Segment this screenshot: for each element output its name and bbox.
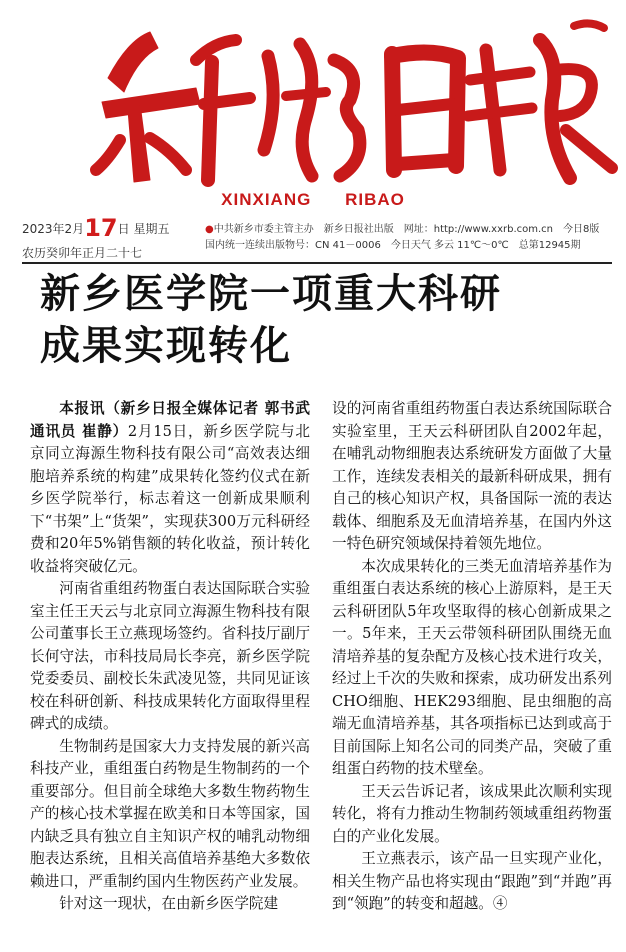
article-byline: 本报讯（新乡日报全媒体记者 郭书武 通讯员 崔静） — [30, 400, 310, 440]
article-paragraph: 设的河南省重组药物蛋白表达系统国际联合实验室里，王天云科研团队自2002年起，在哺乳动物细胞表达系统研发方面做了大量工作，连续发表相关的最新科研成果，拥有自己的核心知识产权，具备国际一流的表达载体、细胞系及无血清培养基，在国内外这一特色研究领域保持着领先地位。 — [332, 400, 612, 552]
article-column-left — [30, 398, 310, 916]
meta-line-publisher — [205, 222, 625, 238]
header-divider — [22, 262, 612, 264]
weekday: 星期五 — [133, 222, 170, 236]
article-column-right — [332, 398, 612, 916]
issue-info-bar — [22, 214, 612, 260]
party-emblem-icon: ● — [205, 224, 214, 235]
headline-line: 成果实现转化 — [40, 322, 292, 369]
meta-line-issue: 国内统一连续出版物号：CN 41－0006 今日天气 多云 11℃～0℃ 总第12945期 — [205, 240, 581, 251]
masthead-calligraphy-logo — [0, 0, 626, 190]
article-body — [22, 398, 612, 938]
year-month: 2023年2月 — [22, 222, 85, 236]
masthead-pinyin — [0, 190, 626, 210]
dateline — [22, 214, 202, 261]
article-paragraph: 本次成果转化的三类无血清培养基作为重组蛋白表达系统的核心上游原料，是王天云科研团队5年攻坚取得的核心创新成果之一。5年来，王天云带领科研团队围绕无血清培养基的复杂配方及核心技术进行攻关，经过上千次的失败和探索，成功研发出系列CHO细胞、HEK293细胞、昆虫细胞的高端无血清培养基，其各项指标已达到或高于目前国际上知名公司的同类产品，突破了重组蛋白药物的技术壁垒。 — [332, 557, 612, 777]
headline-line: 新乡医学院一项重大科研 — [40, 270, 502, 317]
pinyin-word: RIBAO — [345, 190, 405, 209]
publisher-text: 中共新乡市委主管主办 新乡日报社出版 网址：http://www.xxrb.com.cn 今日8版 — [213, 224, 600, 235]
article-paragraph: 王立燕表示，该产品一旦实现产业化，相关生物产品也将实现由“跟跑”到“并跑”再到“领跑”的转变和超越。④ — [332, 850, 612, 912]
day-number: 17 — [84, 214, 118, 242]
article-paragraph: 生物制药是国家大力支持发展的新兴高科技产业，重组蛋白药物是生物制药的一个重要部分。但目前全球绝大多数生物药物生产的核心技术掌握在欧美和日本等国家，国内缺乏具有独立自主知识产权的哺乳动物细胞表达系统，且相关高值培养基绝大多数依赖进口，严重制约国内生物医药产业发展。 — [30, 737, 310, 890]
article-paragraph: 河南省重组药物蛋白表达国际联合实验室主任王天云与北京同立海源生物科技有限公司董事长王立燕现场签约。省科技厅副厅长何守法，市科技局局长李亮，新乡医学院党委委员、副校长朱武凌见签，共同见证该校在科研创新、科技成果转化方面取得里程碑式的成绩。 — [30, 580, 310, 732]
article-paragraph: 王天云告诉记者，该成果此次顺利实现转化，将有力推动生物制药领域重组药物蛋白的产业化发展。 — [332, 782, 612, 845]
article-paragraph — [30, 398, 310, 578]
article-headline — [40, 268, 600, 372]
day-suffix: 日 — [117, 222, 130, 236]
issue-date — [22, 214, 202, 242]
article-paragraph: 针对这一现状，在由新乡医学院建 — [59, 895, 279, 912]
lunar-date: 农历癸卯年正月二十七 — [22, 246, 143, 260]
pinyin-word: XINXIANG — [221, 190, 312, 209]
masthead — [0, 0, 626, 209]
publication-meta — [205, 222, 625, 254]
paragraph-text: 2月15日，新乡医学院与北京同立海源生物科技有限公司“高效表达细胞培养系统的构建”成果转化签约仪式在新乡医学院举行，标志着这一创新成果顺利下“书架”上“货架”，实现获300万元科研经费和20年5%销售额的转化收益，预计转化收益将突破亿元。 — [30, 422, 310, 575]
